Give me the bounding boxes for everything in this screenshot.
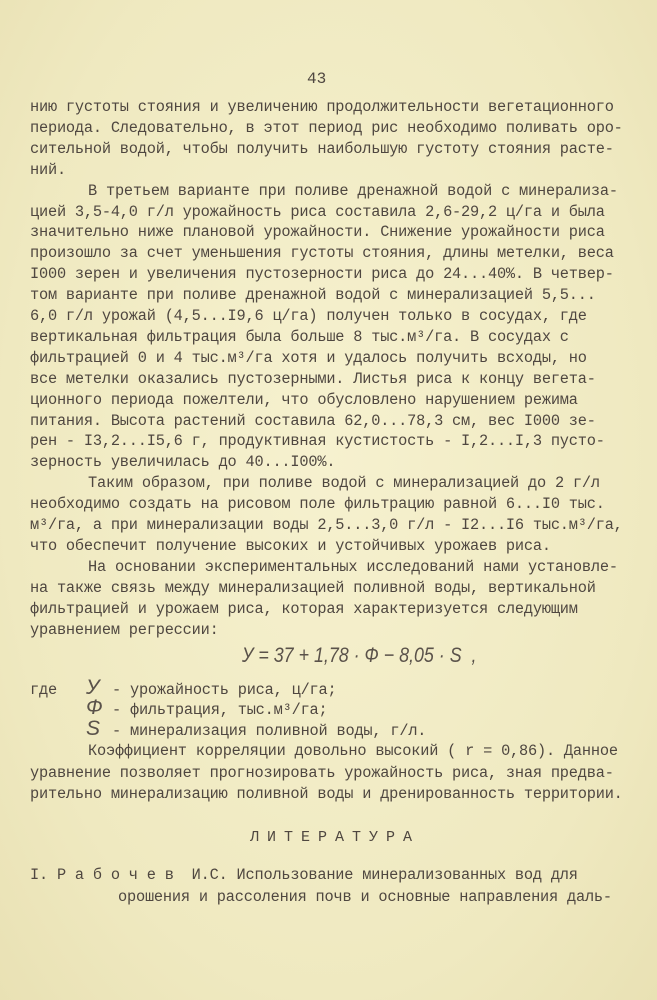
text-line: Коэффициент корреляции довольно высокий ( r = 0,86). Данное: [88, 742, 618, 760]
text-line: ционного периода пожелтели, что обусловлено нарушением режима: [30, 390, 578, 409]
text-line: 6,0 г/л урожай (4,5...I9,6 ц/га) получен только в сосудах, где: [30, 307, 587, 325]
text-line: значительно ниже плановой урожайности. Снижение урожайности риса: [30, 223, 605, 242]
text-line: нию густоты стояния и увеличению продолжительности вегетационного: [30, 98, 614, 116]
text-line: уравнение позволяет прогнозировать урожайность риса, зная предва-: [30, 763, 614, 782]
definition-symbol: Ф: [86, 696, 103, 719]
text-line: цией 3,5-4,0 г/л урожайность риса составила 2,6-29,2 ц/га и была: [30, 202, 605, 221]
text-line: м³/га, а при минерализации воды 2,5...3,0 г/л - I2...I6 тыс.м³/га,: [30, 516, 623, 534]
page-number: 43: [307, 70, 327, 88]
definition-text: - фильтрация, тыс.м³/га;: [112, 701, 328, 719]
text-line: произошло за счет уменьшения густоты стояния, длины метелки, веса: [30, 244, 614, 263]
text-line: Таким образом, при поливе водой с минерализацией до 2 г/л: [88, 474, 600, 493]
text-line: сительной водой, чтобы получить наибольшую густоту стояния расте-: [30, 139, 614, 158]
text-line: В третьем варианте при поливе дренажной водой с минерализа-: [88, 181, 618, 200]
text-line: необходимо создать на рисовом поле фильтрацию равной 6...I0 тыс.: [30, 495, 605, 514]
text-line: фильтрацией и урожаем риса, которая характеризуется следующим: [30, 599, 578, 618]
text-line: том варианте при поливе дренажной водой с минерализацией 5,5...: [30, 286, 596, 305]
definition-symbol: S: [86, 717, 101, 740]
text-line: рительно минерализацию поливной воды и дренированность территории.: [30, 785, 623, 803]
text-line: зерность увеличилась до 40...I00%.: [30, 453, 336, 472]
text-line: I000 зерен и увеличения пустозерности риса до 24...40%. В четвер-: [30, 265, 614, 284]
definition-text: - минерализация поливной воды, г/л.: [112, 722, 427, 740]
text-line: рен - I3,2...I5,6 г, продуктивная кустистость - I,2...I,3 пусто-: [30, 432, 605, 451]
definition-symbol: У: [86, 676, 100, 699]
text-line: На основании экспериментальных исследований нами установле-: [88, 557, 618, 576]
text-line: питания. Высота растений составила 62,0...78,3 см, вес I000 зе-: [30, 411, 596, 430]
reference-item-line-1: I. Р а б о ч е в И.С. Использование минерализованных вод для: [30, 866, 578, 884]
reference-item-line-2: орошения и рассоления почв и основные направления даль-: [118, 888, 612, 906]
text-line: что обеспечит получение высоких и устойчивых урожаев риса.: [30, 536, 551, 555]
where-label: где: [30, 681, 57, 699]
text-line: на также связь между минерализацией поливной воды, вертикальной: [30, 578, 596, 597]
definition-text: - урожайность риса, ц/га;: [112, 681, 337, 699]
text-line: вертикальная фильтрация была больше 8 тыс.м³/га. В сосудах с: [30, 327, 569, 346]
text-line: фильтрацией 0 и 4 тыс.м³/га хотя и удалось получить всходы, но: [30, 348, 587, 367]
regression-equation: У = 37 + 1,78 · Ф − 8,05 · S ,: [242, 644, 477, 667]
text-line: периода. Следовательно, в этот период рис необходимо поливать оро-: [30, 118, 623, 137]
text-line: ний.: [30, 160, 66, 179]
text-line: уравнением регрессии:: [30, 620, 219, 639]
text-line: все метелки оказались пустозерными. Листья риса к концу вегета-: [30, 369, 596, 388]
references-heading: ЛИТЕРАТУРА: [250, 829, 421, 846]
